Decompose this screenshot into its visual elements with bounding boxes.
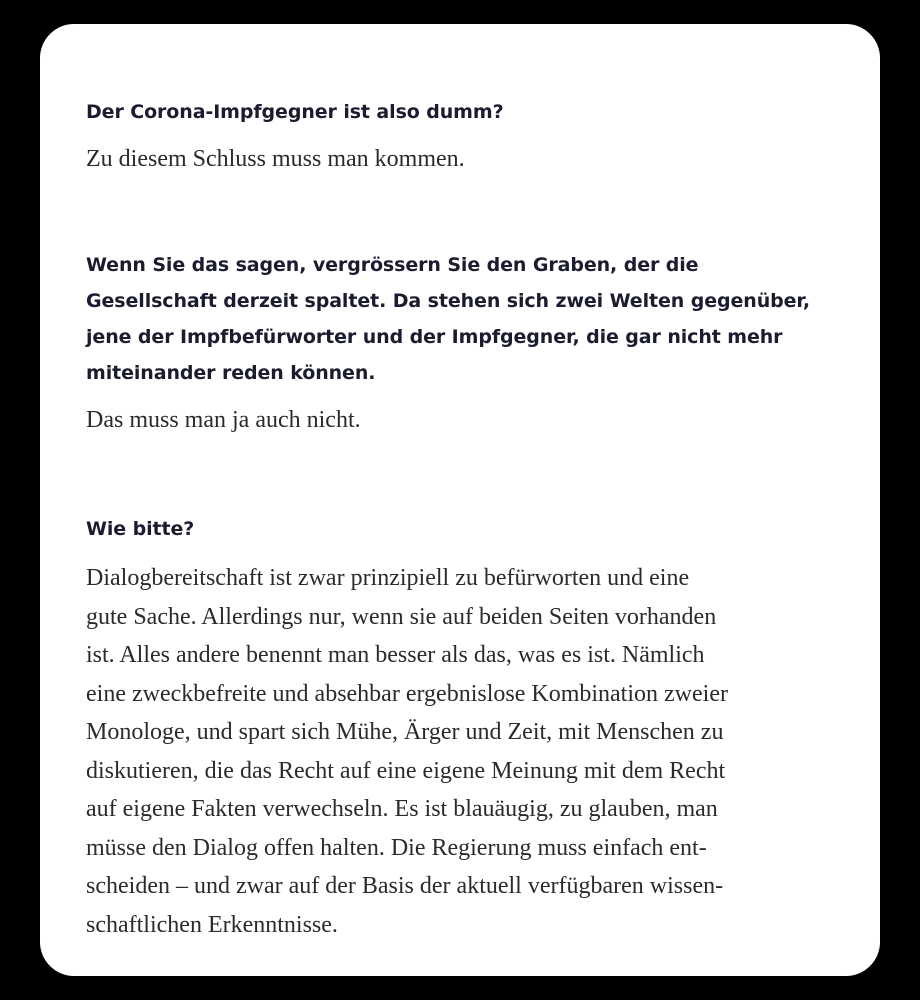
answer-3-line: schaftlichen Erkenntnisse. (86, 911, 338, 938)
question-2-line: Wenn Sie das sagen, vergrössern Sie den Graben, der die (86, 253, 699, 276)
answer-3-line: scheiden – und zwar auf der Basis der aktuell verfügbaren wissen- (86, 873, 724, 899)
answer-3-line: müsse den Dialog offen halten. Die Regierung muss einfach ent- (86, 834, 707, 861)
article-card (40, 24, 880, 976)
answer-2: Das muss man ja auch nicht. (86, 406, 361, 433)
answer-3-line: gute Sache. Allerdings nur, wenn sie auf beiden Seiten vorhanden (86, 603, 717, 630)
question-2-line: jene der Impfbefürworter und der Impfgegner, die gar nicht mehr (86, 325, 783, 348)
answer-3-line: auf eigene Fakten verwechseln. Es ist blauäugig, zu glauben, man (86, 796, 718, 822)
question-3: Wie bitte? (86, 518, 195, 540)
question-2-line: miteinander reden können. (86, 361, 376, 384)
answer-3-line: Monologe, und spart sich Mühe, Ärger und Zeit, mit Menschen zu (86, 719, 724, 745)
answer-3-line: eine zweckbefreite und absehbar ergebnislose Kombination zweier (86, 680, 728, 707)
question-2 (86, 247, 840, 391)
answer-3-line: diskutieren, die das Recht auf eine eigene Meinung mit dem Recht (86, 757, 726, 784)
answer-1: Zu diesem Schluss muss man kommen. (86, 146, 465, 172)
answer-3-line: ist. Alles andere benennt man besser als das, was es ist. Nämlich (86, 642, 705, 668)
answer-3 (86, 559, 840, 944)
question-1: Der Corona-Impfgegner ist also dumm? (86, 101, 504, 123)
answer-3-line: Dialogbereitschaft ist zwar prinzipiell zu befürworten und eine (86, 565, 690, 591)
question-2-line: Gesellschaft derzeit spaltet. Da stehen sich zwei Welten gegenüber, (86, 289, 811, 312)
